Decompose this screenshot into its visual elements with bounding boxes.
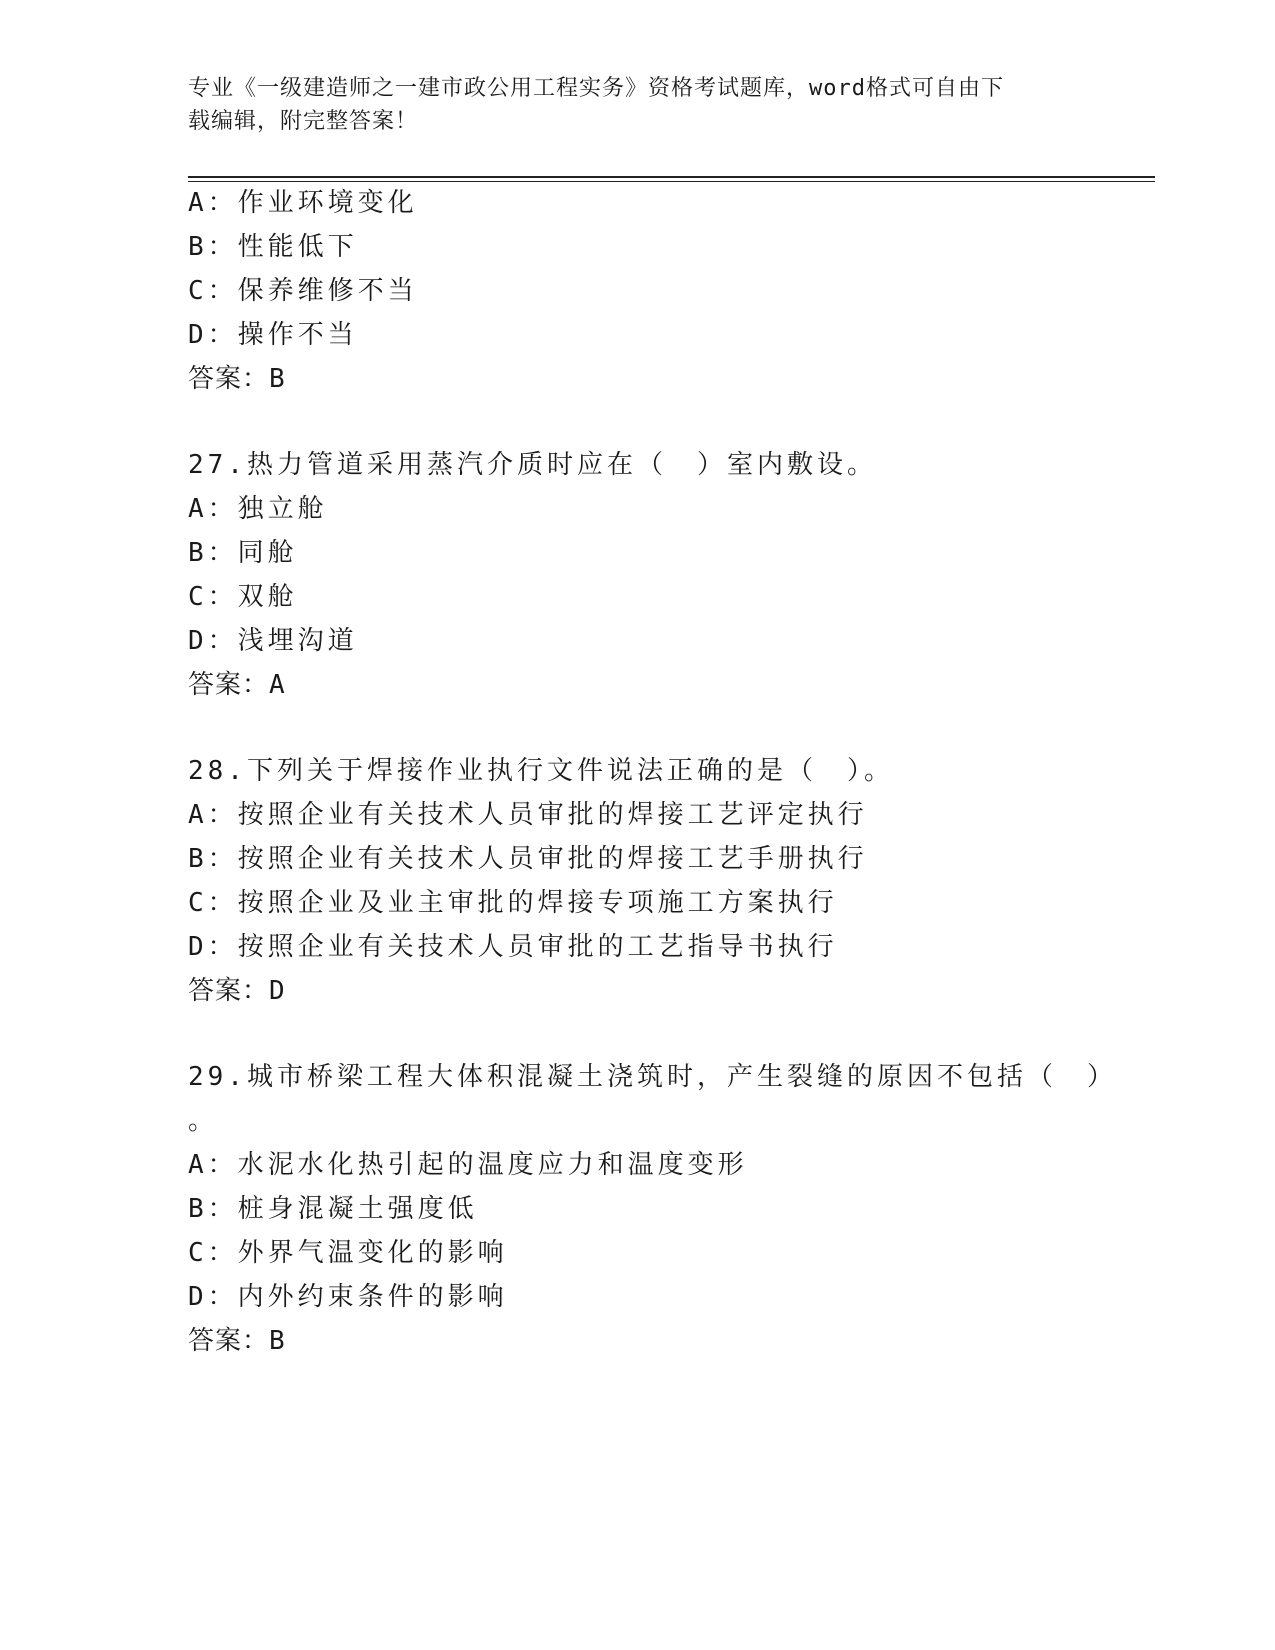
- q29-option-c: C：外界气温变化的影响: [188, 1238, 508, 1268]
- q27-answer: 答案：A: [188, 670, 286, 700]
- q28-option-a: A：按照企业有关技术人员审批的焊接工艺评定执行: [188, 800, 868, 830]
- q28-option-c: C：按照企业及业主审批的焊接专项施工方案执行: [188, 888, 838, 918]
- q28-stem: 28.下列关于焊接作业执行文件说法正确的是（ ）。: [188, 756, 894, 786]
- q26-option-d: D：操作不当: [188, 320, 358, 350]
- q27-option-c: C：双舱: [188, 582, 298, 612]
- header-line-1: 专业《一级建造师之一建市政公用工程实务》资格考试题库，word格式可自由下: [188, 76, 1004, 101]
- q27-stem: 27.热力管道采用蒸汽介质时应在（ ）室内敷设。: [188, 450, 877, 480]
- q29-option-b: B：桩身混凝土强度低: [188, 1194, 478, 1224]
- header-rule-thick: [188, 176, 1155, 178]
- q26-option-b: B：性能低下: [188, 232, 358, 262]
- header-rule-thin: [188, 181, 1155, 182]
- q26-answer: 答案：B: [188, 364, 286, 394]
- q29-option-a: A：水泥水化热引起的温度应力和温度变形: [188, 1150, 748, 1180]
- q29-stem: 29.城市桥梁工程大体积混凝土浇筑时，产生裂缝的原因不包括（ ）: [188, 1062, 1117, 1092]
- q28-option-b: B：按照企业有关技术人员审批的焊接工艺手册执行: [188, 844, 868, 874]
- q29-option-d: D：内外约束条件的影响: [188, 1282, 508, 1312]
- q28-option-d: D：按照企业有关技术人员审批的工艺指导书执行: [188, 932, 838, 962]
- q26-option-c: C：保养维修不当: [188, 276, 418, 306]
- q27-option-b: B：同舱: [188, 538, 298, 568]
- q27-option-a: A：独立舱: [188, 494, 328, 524]
- q28-answer: 答案：D: [188, 976, 286, 1006]
- q27-option-d: D：浅埋沟道: [188, 626, 358, 656]
- document-header: [188, 72, 1088, 138]
- q26-option-a: A：作业环境变化: [188, 188, 418, 218]
- header-line-2: 载编辑，附完整答案！: [188, 109, 419, 134]
- q29-answer: 答案：B: [188, 1326, 286, 1356]
- q29-stem-continued: 。: [188, 1106, 219, 1136]
